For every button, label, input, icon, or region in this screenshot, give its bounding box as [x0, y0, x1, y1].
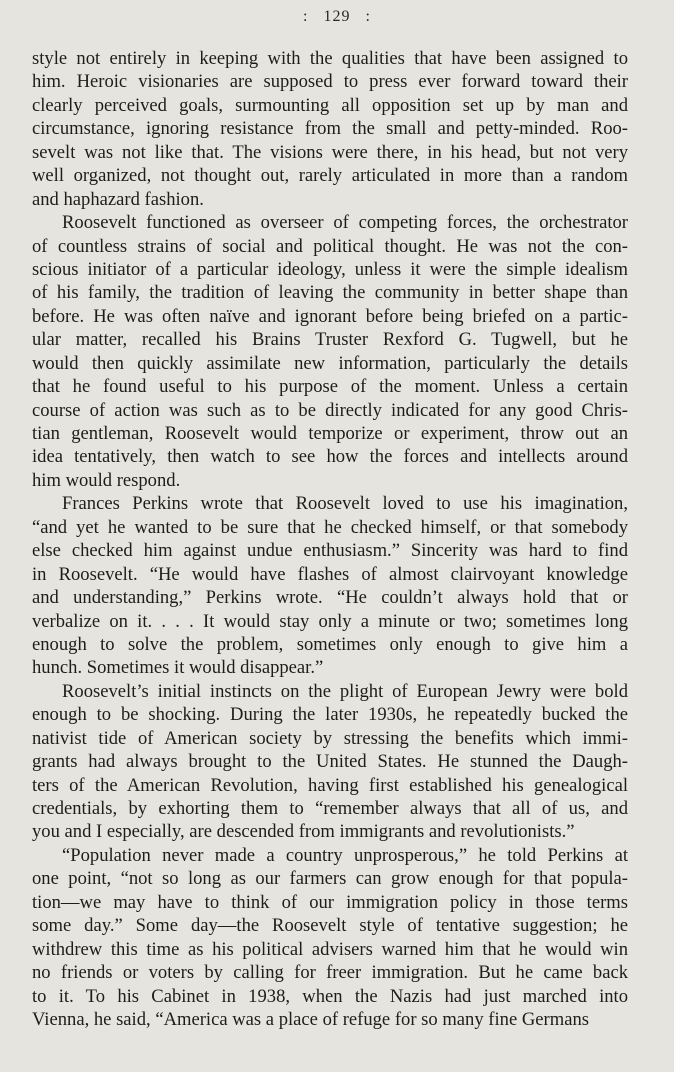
text-line: before. He was often naïve and ignorant before being briefed on a partic-: [32, 305, 628, 327]
text-line: credentials, by exhorting them to “remember always that all of us, and: [32, 798, 628, 819]
header-mark-right: :: [365, 8, 371, 25]
text-line: “and yet he wanted to be sure that he checked himself, or that somebody: [32, 516, 628, 538]
text-line: Roosevelt’s initial instincts on the plight of European Jewry were bold: [62, 680, 628, 702]
text-line: no friends or voters by calling for freer immigration. But he came back: [32, 962, 628, 984]
text-line: him would respond.: [32, 469, 181, 491]
text-line: withdrew this time as his political advisers warned him that he would win: [32, 938, 628, 960]
text-line: tion—we may have to think of our immigration policy in those terms: [32, 891, 628, 913]
page-header: [0, 8, 674, 26]
text-line: grants had always brought to the United States. He stunned the Daugh-: [32, 751, 628, 773]
text-line: “Population never made a country unprosperous,” he told Perkins at: [62, 844, 628, 866]
text-line: would then quickly assimilate new information, particularly the details: [32, 352, 628, 374]
text-line: one point, “not so long as our farmers can grow enough for that popula-: [32, 868, 628, 890]
text-line: in Roosevelt. “He would have flashes of almost clairvoyant knowledge: [32, 563, 628, 585]
page-number: 129: [323, 8, 351, 25]
body-text: [32, 47, 628, 1031]
text-line: of his family, the tradition of leaving the community in better shape than: [32, 282, 628, 304]
text-line: well organized, not thought out, rarely articulated in more than a random: [32, 165, 628, 187]
text-line: else checked him against undue enthusiasm.” Sincerity was hard to find: [32, 540, 628, 562]
text-line: that he found useful to his purpose of the moment. Unless a certain: [32, 376, 628, 398]
paragraph: [32, 844, 628, 1032]
text-line: to it. To his Cabinet in 1938, when the Nazis had just marched into: [32, 985, 628, 1007]
text-line: scious initiator of a particular ideology, unless it were the simple idealism: [32, 258, 628, 280]
header-mark-left: :: [303, 8, 309, 25]
text-line: hunch. Sometimes it would disappear.”: [32, 657, 324, 679]
text-line: some day.” Some day—the Roosevelt style of tentative suggestion; he: [32, 915, 628, 937]
text-line: course of action was such as to be directly indicated for any good Chris-: [32, 399, 628, 421]
text-line: style not entirely in keeping with the qualities that have been assigned to: [32, 48, 628, 69]
text-line: you and I especially, are descended from immigrants and revolutionists.”: [32, 821, 575, 843]
text-line: tian gentleman, Roosevelt would temporize or experiment, throw out an: [32, 423, 628, 444]
text-line: Vienna, he said, “America was a place of refuge for so many fine Germans: [32, 1008, 589, 1030]
text-line: Roosevelt functioned as overseer of competing forces, the orchestrator: [62, 212, 628, 234]
text-line: enough to be shocking. During the later 1930s, he repeatedly bucked the: [32, 704, 628, 726]
text-line: circumstance, ignoring resistance from the small and petty-minded. Roo-: [32, 118, 628, 140]
text-line: of countless strains of social and political thought. He was not the con-: [32, 235, 628, 257]
paragraph: [32, 492, 628, 680]
text-line: and haphazard fashion.: [32, 188, 204, 210]
text-line: ular matter, recalled his Brains Truster Rexford G. Tugwell, but he: [32, 329, 628, 351]
paragraph: [32, 211, 628, 492]
paragraph: [32, 47, 628, 211]
text-line: sevelt was not like that. The visions were there, in his head, but not very: [32, 141, 628, 163]
text-line: idea tentatively, then watch to see how the forces and intellects around: [32, 446, 628, 468]
text-line: verbalize on it. . . . It would stay only a minute or two; sometimes long: [32, 610, 628, 632]
text-line: ters of the American Revolution, having first established his genealogical: [32, 774, 628, 796]
text-line: Frances Perkins wrote that Roosevelt loved to use his imagination,: [62, 493, 628, 515]
text-line: enough to solve the problem, sometimes only enough to give him a: [32, 633, 628, 655]
paragraph: [32, 680, 628, 844]
text-line: and understanding,” Perkins wrote. “He couldn’t always hold that or: [32, 587, 628, 609]
text-line: him. Heroic visionaries are supposed to press ever forward toward their: [32, 71, 628, 93]
text-line: clearly perceived goals, surmounting all opposition set up by man and: [32, 94, 628, 116]
text-line: nativist tide of American society by stressing the benefits which immi-: [32, 727, 628, 749]
